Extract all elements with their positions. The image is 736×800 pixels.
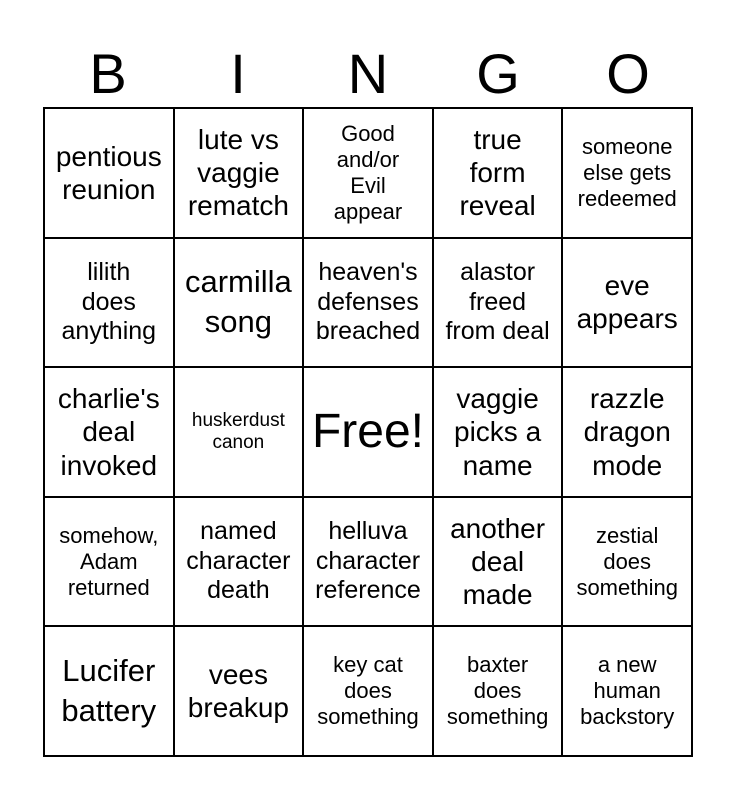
header-letter-o: O [606,42,650,105]
bingo-cell[interactable] [433,238,563,368]
bingo-cell[interactable] [44,367,174,497]
cell-text: true form reveal [459,124,536,222]
cell-text: razzle dragon mode [583,383,671,481]
bingo-cell[interactable] [174,626,304,756]
cell-text: someone else gets redeemed [577,133,677,211]
header-letter-b: B [89,42,127,105]
bingo-cell[interactable] [303,238,433,368]
cell-text: a new human backstory [580,652,675,730]
header-letter-n: N [347,42,389,105]
bingo-cell[interactable] [562,497,692,627]
cell-text: vaggie picks a name [454,383,542,481]
cell-text: Lucifer battery [61,652,157,729]
bingo-cell[interactable] [562,238,692,368]
bingo-cell[interactable] [433,497,563,627]
cell-text: lute vs vaggie rematch [187,124,289,222]
cell-text: vees breakup [187,659,289,724]
cell-text: lilith does anything [61,258,157,346]
bingo-cell[interactable] [174,497,304,627]
cell-text: pentious reunion [55,140,162,205]
free-space-text: Free! [311,404,424,458]
bingo-cell[interactable] [44,108,174,238]
free-space-cell[interactable] [303,367,433,497]
cell-text: huskerdust canon [191,409,285,453]
cell-text: key cat does something [317,652,419,730]
cell-text: alastor freed from deal [445,258,550,346]
bingo-cell[interactable] [433,108,563,238]
cell-text: carmilla song [184,264,292,340]
bingo-cell[interactable] [303,108,433,238]
bingo-cell[interactable] [174,238,304,368]
cell-text: helluva character reference [315,517,421,605]
bingo-cell[interactable] [433,367,563,497]
cell-text: heaven's defenses breached [315,258,421,346]
bingo-cell[interactable] [303,497,433,627]
cell-text: zestial does something [576,522,678,600]
bingo-card [43,107,693,757]
bingo-cell[interactable] [562,367,692,497]
cell-text: charlie's deal invoked [57,383,160,481]
bingo-header [43,40,693,108]
bingo-cell[interactable] [433,626,563,756]
bingo-cell[interactable] [303,626,433,756]
header-letter-g: G [476,42,520,105]
cell-text: baxter does something [446,652,549,730]
cell-text: named character death [186,517,291,605]
bingo-cell[interactable] [562,626,692,756]
bingo-cell[interactable] [174,108,304,238]
cell-text: Good and/or Evil appear [333,120,403,224]
bingo-cell[interactable] [44,626,174,756]
header-letter-i: I [230,42,246,105]
bingo-cell[interactable] [174,367,304,497]
bingo-cell[interactable] [44,238,174,368]
cell-text: another deal made [450,513,546,611]
cell-text: somehow, Adam returned [59,522,159,600]
cell-text: eve appears [576,270,678,335]
bingo-cell[interactable] [44,497,174,627]
bingo-cell[interactable] [562,108,692,238]
